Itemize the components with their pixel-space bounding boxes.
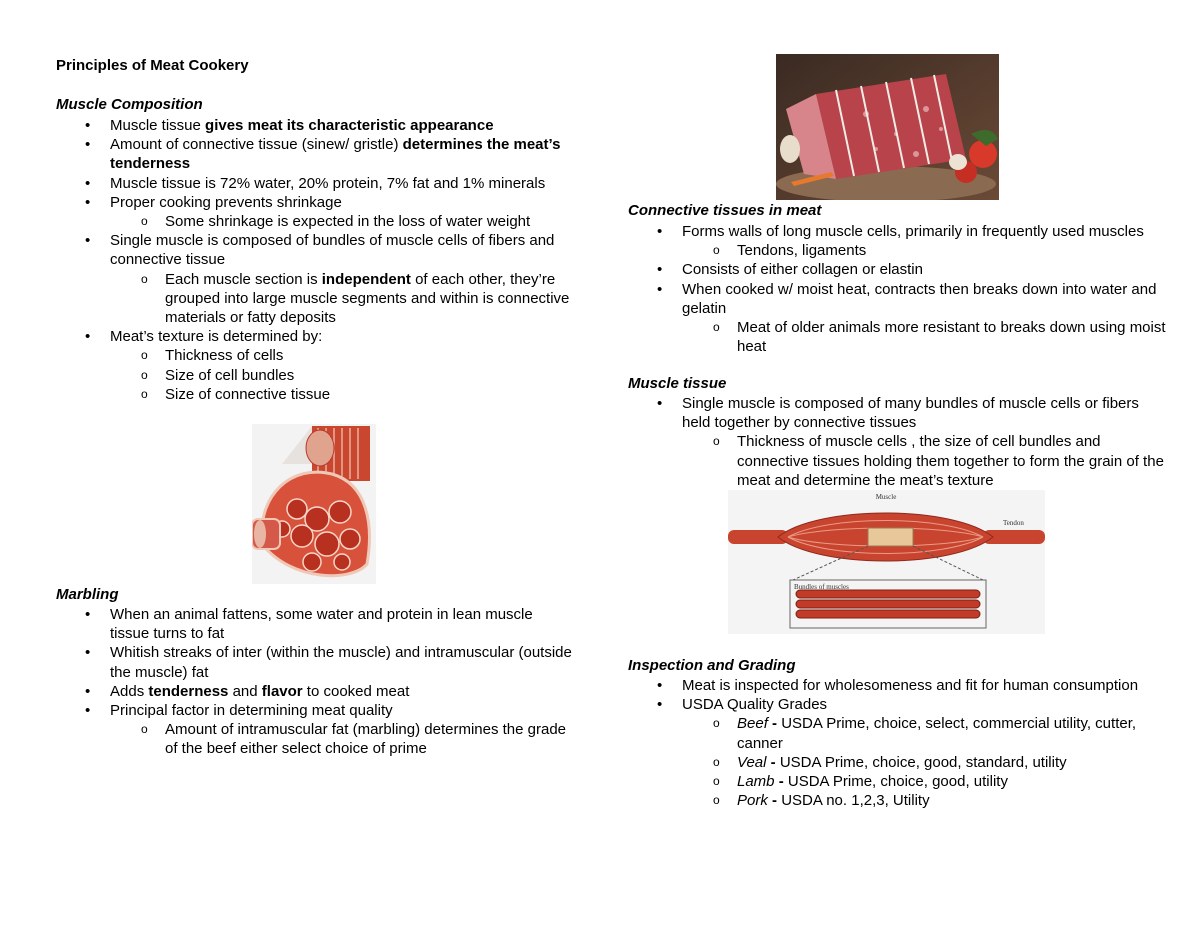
sub-bullet-item xyxy=(628,318,1168,356)
list-inspection-grading xyxy=(628,676,1168,810)
bullet-text: flavor xyxy=(261,682,303,700)
bullet-text: of each other, they’re grouped into large muscle segments and within is connective materials or fatty deposits xyxy=(165,270,570,327)
list-muscle-tissue xyxy=(628,394,1168,490)
list-muscle-composition xyxy=(56,116,576,404)
bullet-item xyxy=(56,116,576,135)
bullet-text: When cooked w/ moist heat, contracts then breaks down into water and gelatin xyxy=(682,280,1157,317)
bullet-text: gives meat its characteristic appearance xyxy=(205,117,494,134)
sub-bullet-item xyxy=(628,241,1168,260)
label-muscle: Muscle xyxy=(875,493,897,501)
bullet-text: tenderness xyxy=(148,682,229,700)
bullet-item xyxy=(628,394,1168,432)
bullet-text: Forms walls of long muscle cells, primarily in frequently used muscles xyxy=(682,223,1144,240)
bullet-text: Amount of connective tissue (sinew/ gristle) xyxy=(110,136,403,154)
bullet-item xyxy=(56,643,576,681)
label-bundles-of-muscles: Bundles of muscles xyxy=(794,583,849,591)
list-marbling xyxy=(56,605,576,759)
sub-bullet-item xyxy=(56,270,576,328)
sub-bullet-item xyxy=(56,212,576,231)
list-connective-tissues xyxy=(628,222,1168,356)
bullet-text: Amount of intramuscular fat (marbling) determines the grade of the beef either select choice of prime xyxy=(165,721,567,758)
bullet-text: and xyxy=(228,682,262,700)
heading-connective-tissues: Connective tissues in meat xyxy=(628,202,822,219)
bullet-text: Size of connective tissue xyxy=(165,385,331,403)
muscle-diagram-image xyxy=(728,490,1045,634)
bullet-text: Veal xyxy=(737,753,767,771)
bullet-text: USDA Prime, choice, select, commercial utility, cutter, canner xyxy=(737,715,1137,752)
bullet-text: When an animal fattens, some water and protein in lean muscle tissue turns to fat xyxy=(110,606,533,643)
sub-bullet-item xyxy=(56,346,576,365)
bullet-text: - xyxy=(766,753,780,771)
bullet-text: Beef xyxy=(737,715,768,733)
bullet-item xyxy=(56,231,576,269)
bullet-text: Pork xyxy=(737,792,768,810)
bullet-text: Thickness of cells xyxy=(165,347,284,365)
bullet-text: Adds xyxy=(110,682,149,700)
bullet-text: Principal factor in determining meat quality xyxy=(110,702,393,720)
bullet-text: to cooked meat xyxy=(302,682,410,700)
bullet-item xyxy=(628,280,1168,318)
meat-cross-section-image xyxy=(252,424,376,584)
bullet-text: Proper cooking prevents shrinkage xyxy=(110,193,342,211)
bullet-text: Each muscle section is xyxy=(165,270,322,288)
bullet-item xyxy=(56,682,576,701)
bullet-text: Muscle tissue is 72% water, 20% protein, 7% fat and 1% minerals xyxy=(110,174,546,192)
bullet-text: USDA Quality Grades xyxy=(682,696,828,714)
bullet-text: Whitish streaks of inter (within the muscle) and intramuscular (outside the muscle) fat xyxy=(110,644,572,681)
bullet-text: Muscle tissue xyxy=(110,117,206,134)
bullet-item xyxy=(56,174,576,193)
bullet-item xyxy=(628,695,1168,714)
sub-bullet-item xyxy=(56,385,576,404)
bullet-text: Some shrinkage is expected in the loss of water weight xyxy=(165,213,531,231)
bullet-item xyxy=(56,701,576,720)
label-tendon: Tendon xyxy=(1003,519,1024,527)
bullet-text: Lamb xyxy=(737,773,775,791)
heading-inspection-grading: Inspection and Grading xyxy=(628,657,796,674)
heading-muscle-tissue: Muscle tissue xyxy=(628,375,727,392)
heading-muscle-composition: Muscle Composition xyxy=(56,96,203,113)
bullet-text: - xyxy=(774,773,788,791)
bullet-item xyxy=(56,605,576,643)
bullet-item xyxy=(56,135,576,173)
sub-bullet-item xyxy=(628,714,1168,752)
bullet-text: Meat is inspected for wholesomeness and fit for human consumption xyxy=(682,677,1139,694)
bullet-text: Size of cell bundles xyxy=(165,366,295,384)
bullet-text: Meat of older animals more resistant to breaks down using moist heat xyxy=(737,319,1166,356)
beef-roast-image xyxy=(776,54,999,200)
page-title: Principles of Meat Cookery xyxy=(56,57,249,74)
bullet-item xyxy=(56,193,576,212)
bullet-text: USDA no. 1,2,3, Utility xyxy=(781,792,930,810)
bullet-text: Single muscle is composed of many bundles of muscle cells or fibers held together by connective tissues xyxy=(682,395,1139,432)
bullet-text: determines the meat’s tenderness xyxy=(110,136,561,173)
sub-bullet-item xyxy=(628,432,1168,490)
bullet-text: - xyxy=(767,792,782,810)
sub-bullet-item xyxy=(56,366,576,385)
bullet-text: USDA Prime, choice, good, standard, utility xyxy=(779,753,1067,771)
bullet-item xyxy=(628,260,1168,279)
bullet-text: Consists of either collagen or elastin xyxy=(682,261,923,279)
bullet-text: USDA Prime, choice, good, utility xyxy=(787,773,1008,791)
bullet-text: independent xyxy=(321,270,411,288)
bullet-text: Thickness of muscle cells , the size of cell bundles and connective tissues holding them together to form the grain of the meat and determine the meat’s texture xyxy=(737,433,1164,489)
bullet-item xyxy=(628,676,1168,695)
bullet-text: Tendons, ligaments xyxy=(737,242,867,260)
sub-bullet-item xyxy=(628,753,1168,772)
sub-bullet-item xyxy=(628,772,1168,791)
bullet-text: Single muscle is composed of bundles of muscle cells of fibers and connective tissue xyxy=(110,232,555,269)
bullet-text: - xyxy=(767,715,782,733)
bullet-item xyxy=(56,327,576,346)
bullet-text: Meat’s texture is determined by: xyxy=(110,328,323,346)
heading-marbling: Marbling xyxy=(56,586,119,603)
sub-bullet-item xyxy=(56,720,576,758)
sub-bullet-item xyxy=(628,791,1168,810)
bullet-item xyxy=(628,222,1168,241)
